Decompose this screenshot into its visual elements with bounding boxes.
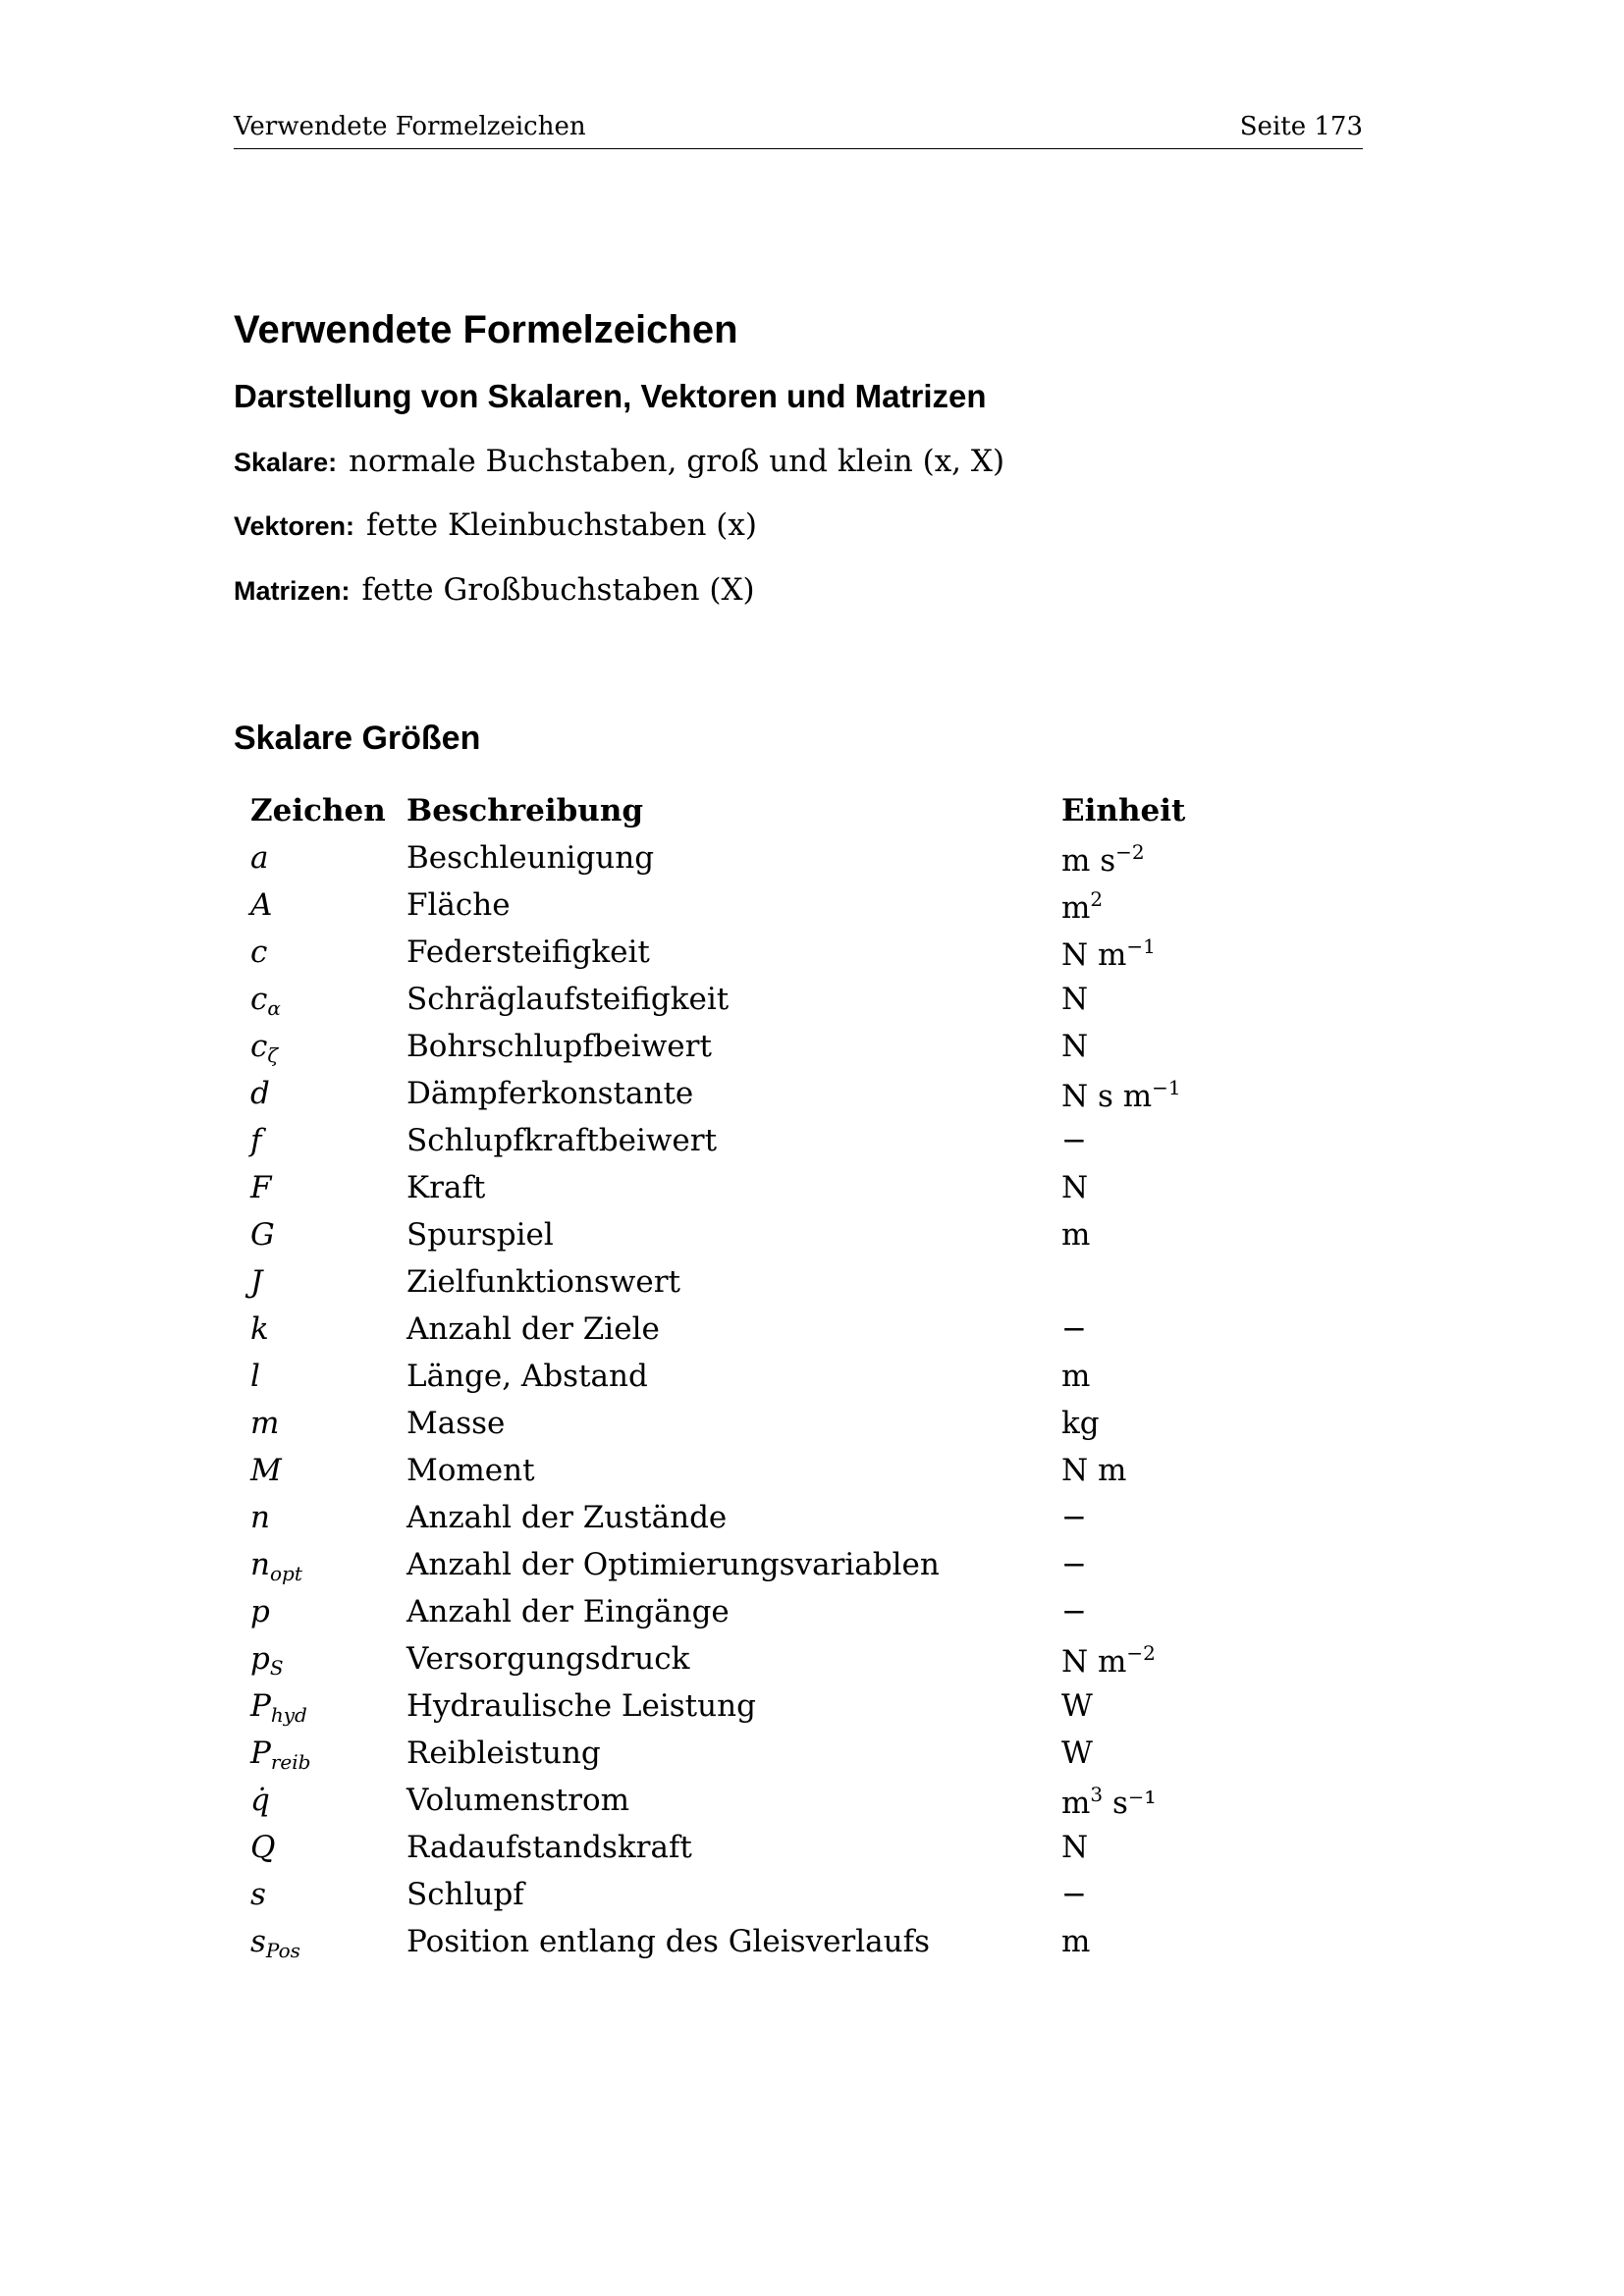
unit-cell: m xyxy=(1061,1217,1091,1253)
header-title: Verwendete Formelzeichen xyxy=(234,112,586,141)
unit-cell: $m^3$ s⁻¹ xyxy=(1061,1783,1157,1821)
symbol-cell: G xyxy=(250,1217,275,1253)
page-title: Verwendete Formelzeichen xyxy=(234,308,738,351)
symbol-cell: $c_\zeta$ xyxy=(250,1029,279,1067)
symbol-cell: $P_{hyd}$ xyxy=(250,1688,307,1727)
description-cell: Reibleistung xyxy=(406,1735,601,1771)
unit-cell: − xyxy=(1061,1547,1087,1582)
description-cell: Bohrschlupfbeiwert xyxy=(406,1029,712,1064)
unit-cell: $m^2$ xyxy=(1061,887,1104,926)
definition-matrices xyxy=(234,572,755,608)
description-cell: Beschleunigung xyxy=(406,840,655,876)
page-number: Seite 173 xyxy=(1239,112,1363,141)
unit-cell: W xyxy=(1061,1735,1093,1771)
unit-cell: N m xyxy=(1061,1453,1127,1488)
symbol-cell: f xyxy=(250,1123,262,1158)
symbol-cell: $s_{Pos}$ xyxy=(250,1924,300,1962)
description-cell: Masse xyxy=(406,1406,506,1441)
symbol-cell: d xyxy=(250,1076,270,1111)
symbol-cell: a xyxy=(250,840,269,876)
unit-cell: N xyxy=(1061,1170,1089,1205)
description-cell: Versorgungsdruck xyxy=(406,1641,690,1677)
unit-cell: − xyxy=(1061,1500,1087,1535)
column-header-unit: Einheit xyxy=(1061,793,1186,828)
definition-scalars xyxy=(234,444,1004,479)
definition-vectors xyxy=(234,507,757,543)
column-header-description: Beschreibung xyxy=(406,793,644,828)
description-cell: Anzahl der Eingänge xyxy=(406,1594,730,1629)
symbol-cell: m xyxy=(250,1406,280,1441)
symbol-cell: c xyxy=(250,934,268,970)
symbol-cell: $n_{opt}$ xyxy=(250,1547,302,1585)
running-header xyxy=(234,112,1363,149)
symbol-cell: n xyxy=(250,1500,270,1535)
symbol-cell: k xyxy=(250,1311,269,1347)
description-cell: Schlupf xyxy=(406,1877,524,1912)
symbol-cell: q̇ xyxy=(250,1783,270,1818)
symbol-cell: $p_S$ xyxy=(250,1641,284,1680)
unit-cell: N s $m^{-1}$ xyxy=(1061,1076,1181,1114)
symbol-cell: $c_\alpha$ xyxy=(250,982,281,1020)
definition-text: normale Buchstaben, groß und klein (x, X) xyxy=(349,444,1005,479)
description-cell: Moment xyxy=(406,1453,535,1488)
unit-cell: N xyxy=(1061,1830,1089,1865)
subtitle: Darstellung von Skalaren, Vektoren und Matrizen xyxy=(234,378,987,414)
unit-cell: − xyxy=(1061,1877,1087,1912)
symbol-cell: $P_{reib}$ xyxy=(250,1735,311,1774)
symbol-cell: p xyxy=(250,1594,270,1629)
description-cell: Federsteifigkeit xyxy=(406,934,650,970)
symbol-cell: J xyxy=(250,1264,263,1300)
symbol-cell: A xyxy=(250,887,273,923)
unit-cell: m xyxy=(1061,1359,1091,1394)
unit-cell: W xyxy=(1061,1688,1093,1724)
description-cell: Anzahl der Optimierungsvariablen xyxy=(406,1547,940,1582)
unit-cell: N xyxy=(1061,982,1089,1017)
description-cell: Hydraulische Leistung xyxy=(406,1688,756,1724)
symbol-cell: s xyxy=(250,1877,266,1912)
description-cell: Kraft xyxy=(406,1170,486,1205)
symbol-cell: l xyxy=(250,1359,260,1394)
unit-cell: m xyxy=(1061,1924,1091,1959)
definition-label: Skalare: xyxy=(234,448,338,477)
unit-cell: − xyxy=(1061,1123,1087,1158)
description-cell: Fläche xyxy=(406,887,511,923)
description-cell: Schräglaufsteifigkeit xyxy=(406,982,730,1017)
description-cell: Volumenstrom xyxy=(406,1783,630,1818)
description-cell: Radaufstandskraft xyxy=(406,1830,692,1865)
description-cell: Schlupfkraftbeiwert xyxy=(406,1123,718,1158)
definition-label: Vektoren: xyxy=(234,511,355,541)
unit-cell: N xyxy=(1061,1029,1089,1064)
description-cell: Dämpferkonstante xyxy=(406,1076,694,1111)
definition-text: fette Kleinbuchstaben (x) xyxy=(366,507,757,543)
description-cell: Position entlang des Gleisverlaufs xyxy=(406,1924,930,1959)
symbol-cell: Q xyxy=(250,1830,276,1865)
unit-cell: m $s^{-2}$ xyxy=(1061,840,1145,879)
description-cell: Länge, Abstand xyxy=(406,1359,648,1394)
section-title: Skalare Größen xyxy=(234,720,481,757)
definition-label: Matrizen: xyxy=(234,576,351,606)
description-cell: Anzahl der Zustände xyxy=(406,1500,728,1535)
description-cell: Anzahl der Ziele xyxy=(406,1311,660,1347)
symbol-cell: F xyxy=(250,1170,272,1205)
symbol-cell: M xyxy=(250,1453,282,1488)
description-cell: Spurspiel xyxy=(406,1217,554,1253)
column-header-symbol: Zeichen xyxy=(250,793,386,828)
unit-cell: − xyxy=(1061,1311,1087,1347)
description-cell: Zielfunktionswert xyxy=(406,1264,680,1300)
unit-cell: kg xyxy=(1061,1406,1100,1441)
unit-cell: − xyxy=(1061,1594,1087,1629)
unit-cell: N $m^{-1}$ xyxy=(1061,934,1156,973)
definition-text: fette Großbuchstaben (X) xyxy=(361,572,755,608)
unit-cell: N $m^{-2}$ xyxy=(1061,1641,1156,1680)
